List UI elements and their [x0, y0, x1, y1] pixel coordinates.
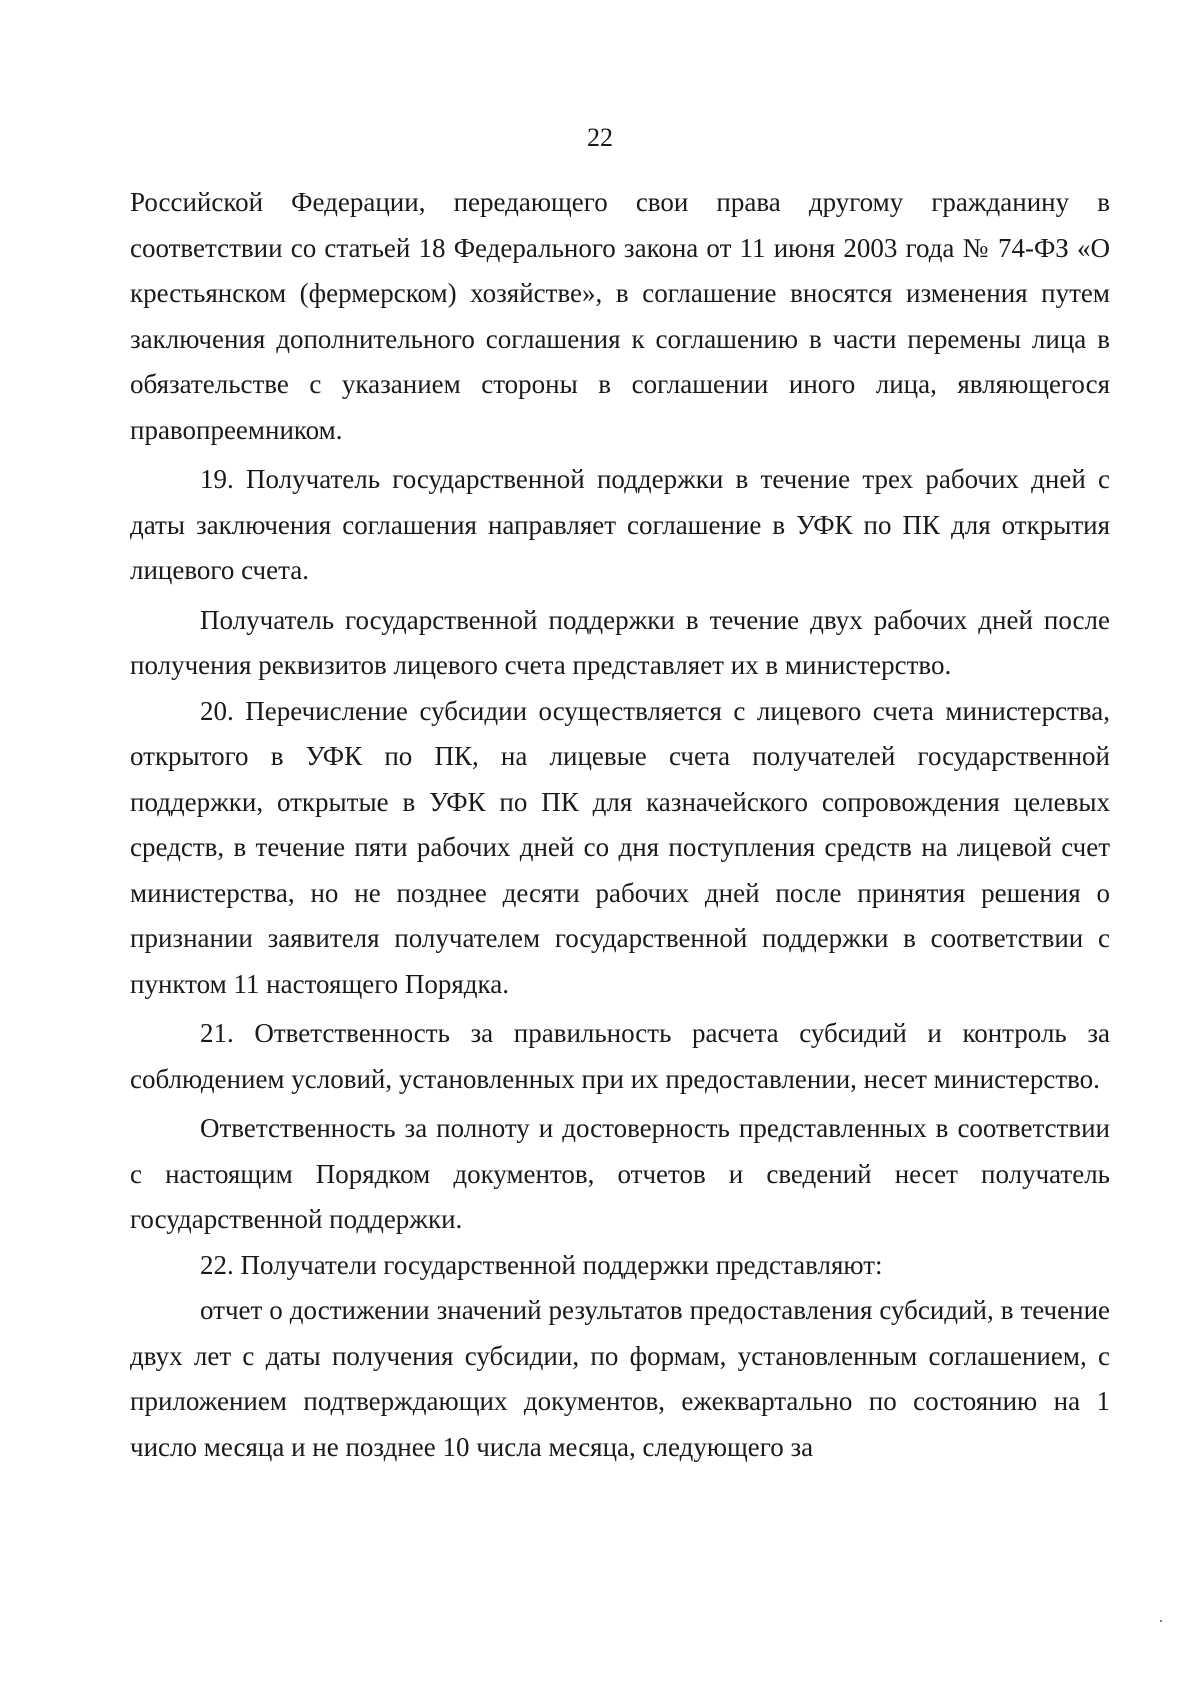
paragraph-item-22: 22. Получатели государственной поддержки представляют: [200, 1249, 883, 1280]
paragraph-item-21-details: Ответственность за полноту и достоверность представленных в соответствии с настоящим Порядком документов, отчетов и сведений несет получатель государственной поддержки. [130, 1113, 1110, 1234]
paragraph-item-19-details: Получатель государственной поддержки в течение двух рабочих дней после получения реквизитов лицевого счета представляет их в министерство. [130, 604, 1110, 680]
paragraph-item-20: 20. Перечисление субсидии осуществляется с лицевого счета министерства, открытого в УФК по ПК, на лицевые счета получателей государственной поддержки, открытые в УФК по ПК для казначейского сопровождения целевых средств, в течение пяти рабочих дней со дня поступления средств на лицевой счет министерства, но не позднее десяти рабочих дней после принятия решения о признании заявителя получателем государственной поддержки в соответствии с пунктом 11 настоящего Порядка. [130, 695, 1110, 999]
document-body [130, 180, 1110, 1470]
scan-speck [1160, 1620, 1162, 1622]
paragraph-continuation: Российской Федерации, передающего свои права другому гражданину в соответствии со статьей 18 Федерального закона от 11 июня 2003 года № 74-ФЗ «О крестьянском (фермерском) хозяйстве», в соглашение вносятся изменения путем заключения дополнительного соглашения к соглашению в части перемены лица в обязательстве с указанием стороны в соглашении иного лица, являющегося правопреемником. [130, 187, 1110, 445]
paragraph-item-21: 21. Ответственность за правильность расчета субсидий и контроль за соблюдением условий, установленных при их предоставлении, несет министерство. [130, 1018, 1110, 1094]
paragraph-item-22-report: отчет о достижении значений результатов предоставления субсидий, в течение двух лет с даты получения субсидии, по формам, установленным соглашением, с приложением подтверждающих документов, ежеквартально по состоянию на 1 число месяца и не позднее 10 числа месяца, следующего за [130, 1295, 1110, 1462]
page-number: 22 [587, 123, 613, 152]
paragraph-item-19: 19. Получатель государственной поддержки в течение трех рабочих дней с даты заключения соглашения направляет соглашение в УФК по ПК для открытия лицевого счета. [130, 464, 1110, 585]
